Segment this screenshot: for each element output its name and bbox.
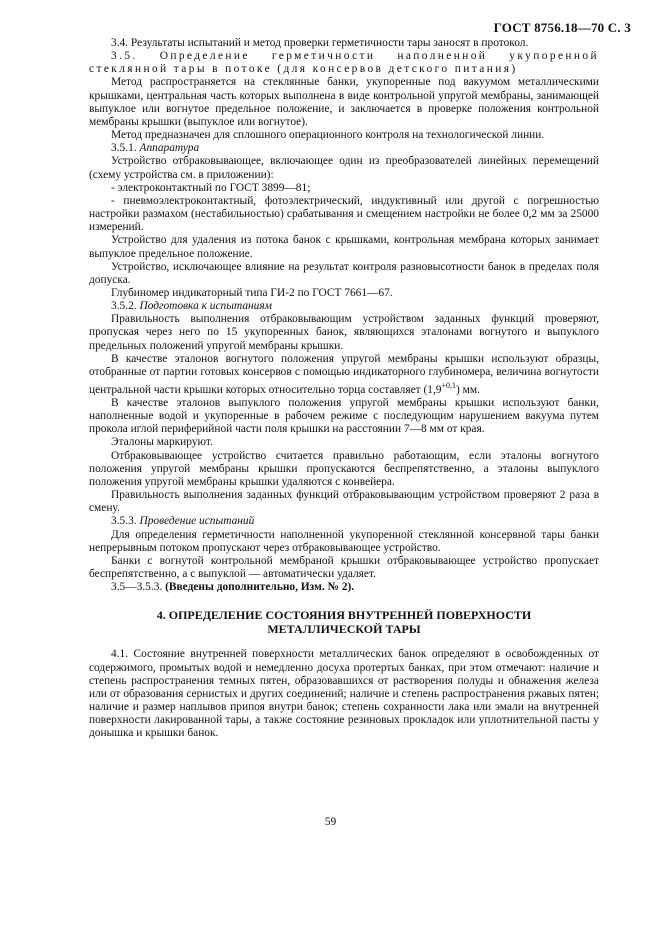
subheading-3-5-1 [89,142,599,155]
paragraph-3-4: 3.4. Результаты испытаний и метод проверки герметичности тары заносят в протокол. [111,37,529,49]
paragraph-removal-device: Устройство для удаления из потока банок с крышками, контрольная мембрана которых занимает выпуклое предельное положение. [89,234,599,260]
list-item-electrocontact: - электроконтактный по ГОСТ 3899—81; [111,181,311,194]
concave-standards-text: В качестве эталонов вогнутого положения упругой мембраны крышки используют образцы, отобранные от партии готовых консервов с помощью индикаторного глубиномера, величина вогнутости центральной части крышки которых относительно торца составляет (1,9 [89,352,599,396]
document-body [89,37,599,740]
paragraph-method-scope: Метод распространяется на стеклянные банки, укупоренные под вакуумом металлическими крышками, центральная часть которых выполнена в виде контрольной упругой мембраны, занимающей выпуклое или вогнутое предельное положение, и заключается в проверке положения контрольной мембраны крышки (выпуклое или вогнутое). [89,76,599,128]
section-4-title-line2: МЕТАЛЛИЧЕСКОЙ ТАРЫ [267,622,421,637]
paragraph-testing-procedure: Для определения герметичности наполненной укупоренной стеклянной консервной тары банки непрерывным потоком пропускают через отбраковывающее устройство. [89,528,599,554]
paragraph-height-device: Устройство, исключающее влияние на результат контроля разновысотности банок в пределах поля допуска. [89,260,599,286]
number-3-5-3: 3.5.3. [111,515,137,528]
paragraph-convex-standards: В качестве эталонов выпуклого положения упругой мембраны крышки используют банки, наполненные водой и укупоренные в рабочем режиме с последующим нарушением вакуума путем прокола иглой периферийной части поля крышки на расстоянии 7—8 мм от края. [89,397,599,436]
subheading-testing: Проведение испытаний [139,515,255,528]
tolerance-superscript: +0,1 [441,381,456,391]
paragraph-3-5-title: 3.5. Определение герметичности наполненной укупоренной стеклянной тары в потоке (для консервов детского питания) [89,50,599,76]
concave-standards-unit: ) мм. [456,383,480,396]
paragraph-amendment [89,581,599,594]
amendment-note: (Введены дополнительно, Изм. № 2). [165,581,355,594]
subheading-3-5-2 [89,300,599,313]
number-3-5-1: 3.5.1. [111,142,137,155]
paragraph-marking: Эталоны маркируют. [111,436,213,449]
paragraph-depth-gauge: Глубиномер индикаторный типа ГИ-2 по ГОСТ 7661—67. [111,286,393,299]
paragraph-concave-standards [89,353,599,397]
subheading-apparatus: Аппаратура [139,142,200,155]
section-4-title-line1: 4. ОПРЕДЕЛЕНИЕ СОСТОЯНИЯ ВНУТРЕННЕЙ ПОВЕРХНОСТИ [156,608,532,623]
number-3-5-2: 3.5.2. [111,300,137,313]
paragraph-4-1: 4.1. Состояние внутренней поверхности металлических банок определяют в освобожденных от содержимого, промытых водой и немедленно досуха протертых банках, при этом отмечают: наличие и степень распространения темных пятен, образовавшихся от растворения полуды и обнажения железа или от образования сернистых и других соединений; наличие и степень распространения ржавых пятен; наличие и размер наплывов припоя внутри банок; степень сохранности лака или эмали на внутренней поверхности лакированной тары, а также состояние резиновых прокладок или уплотнительной пасты у донышка и крышки банок. [89,648,599,740]
section-4-heading [89,608,599,636]
paragraph-rejection: Банки с вогнутой контрольной мембраной крышки отбраковывающее устройство пропускает беспрепятственно, а с выпуклой — автоматически удаляет. [89,554,599,581]
list-item-pneumo: - пневмоэлектроконтактный, фотоэлектрический, индуктивный или другой с погрешностью настройки размахом (нестабильностью) срабатывания и смещением настройки не более 0,2 мм за 25000 измерений. [89,194,599,234]
paragraph-device: Устройство отбраковывающее, включающее один из преобразователей линейных перемещений (схему устройства см. в приложении): [89,155,599,181]
paragraph-device-working: Отбраковывающее устройство считается правильно работающим, если эталоны вогнутого положения упругой мембраны крышки пропускаются беспрепятственно, а эталоны выпуклого положения упругой мембраны крышки удаляются с конвейера. [89,449,599,488]
amendment-range: 3.5—3.5.3. [111,581,163,594]
paragraph-check-function: Правильность выполнения отбраковывающим устройством заданных функций проверяют, пропуская через него по 15 укупоренных банок, являющихся эталонами вогнутого и выпуклого предельных положений упругой мембраны крышки. [89,313,599,352]
subheading-preparation: Подготовка к испытаниям [139,300,272,313]
page-number: 59 [324,816,337,828]
paragraph-method-purpose: Метод предназначен для сплошного операционного контроля на технологической линии. [111,129,545,142]
subheading-3-5-3 [89,515,599,528]
paragraph-check-frequency: Правильность выполнения заданных функций отбраковывающим устройством проверяют 2 раза в смену. [89,489,599,515]
running-header: ГОСТ 8756.18—70 С. 3 [493,20,631,35]
